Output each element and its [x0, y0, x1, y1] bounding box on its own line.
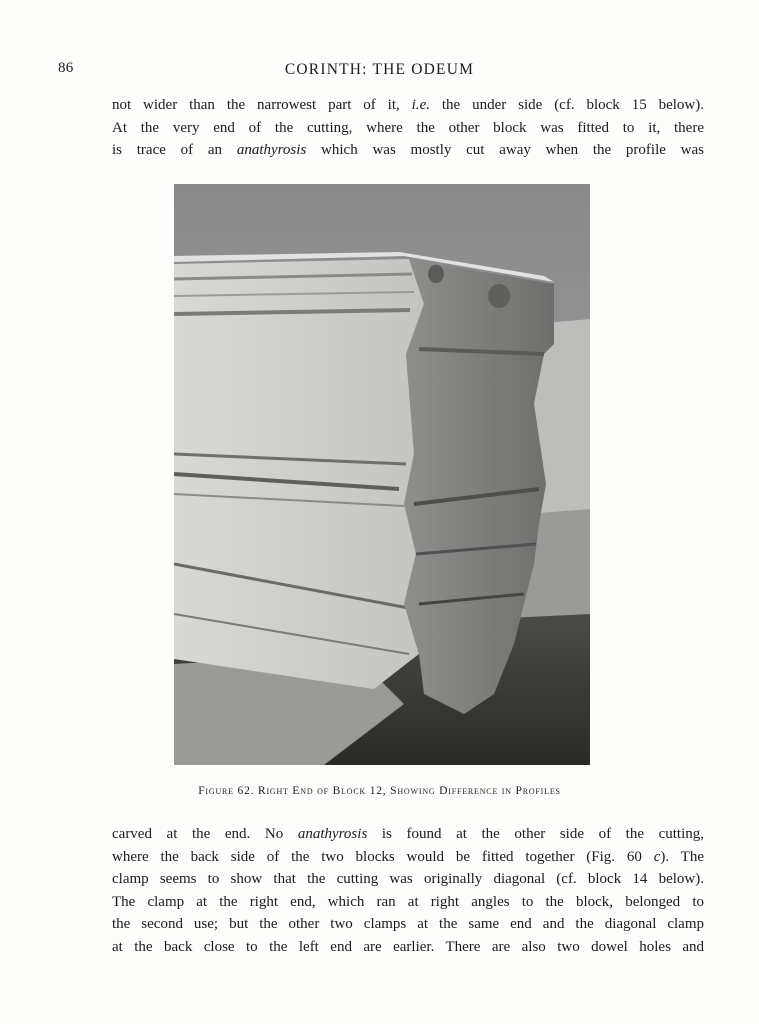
running-head: CORINTH: THE ODEUM: [284, 61, 475, 78]
text-line: clamp seems to show that the cutting was originally diagonal (cf. block 14 below).: [112, 871, 704, 887]
page-number: 86: [58, 60, 74, 76]
text-line: The clamp at the right end, which ran at right angles to the block, belonged to: [112, 893, 704, 910]
paragraph-top: [112, 94, 704, 162]
text-line: not wider than the narrowest part of it, i.e. the under side (cf. block 15 below).: [112, 97, 704, 113]
paragraph-bottom: [112, 823, 704, 958]
figure-photo: [174, 184, 590, 765]
text-line: where the back side of the two blocks would be fitted together (Fig. 60 c). The: [112, 848, 704, 865]
text-line: carved at the end. No anathyrosis is found at the other side of the cutting,: [112, 826, 704, 842]
text-line: at the back close to the left end are earlier. There are also two dowel holes and: [112, 938, 704, 955]
figure-caption: Figure 62. Right End of Block 12, Showing Difference in Profiles: [198, 785, 561, 797]
stone-block-photo: [174, 184, 590, 765]
text-line: At the very end of the cutting, where the other block was fitted to it, there: [112, 119, 704, 136]
text-line: is trace of an anathyrosis which was mostly cut away when the profile was: [112, 142, 704, 158]
text-line: the second use; but the other two clamps at the same end and the diagonal clamp: [112, 916, 704, 932]
